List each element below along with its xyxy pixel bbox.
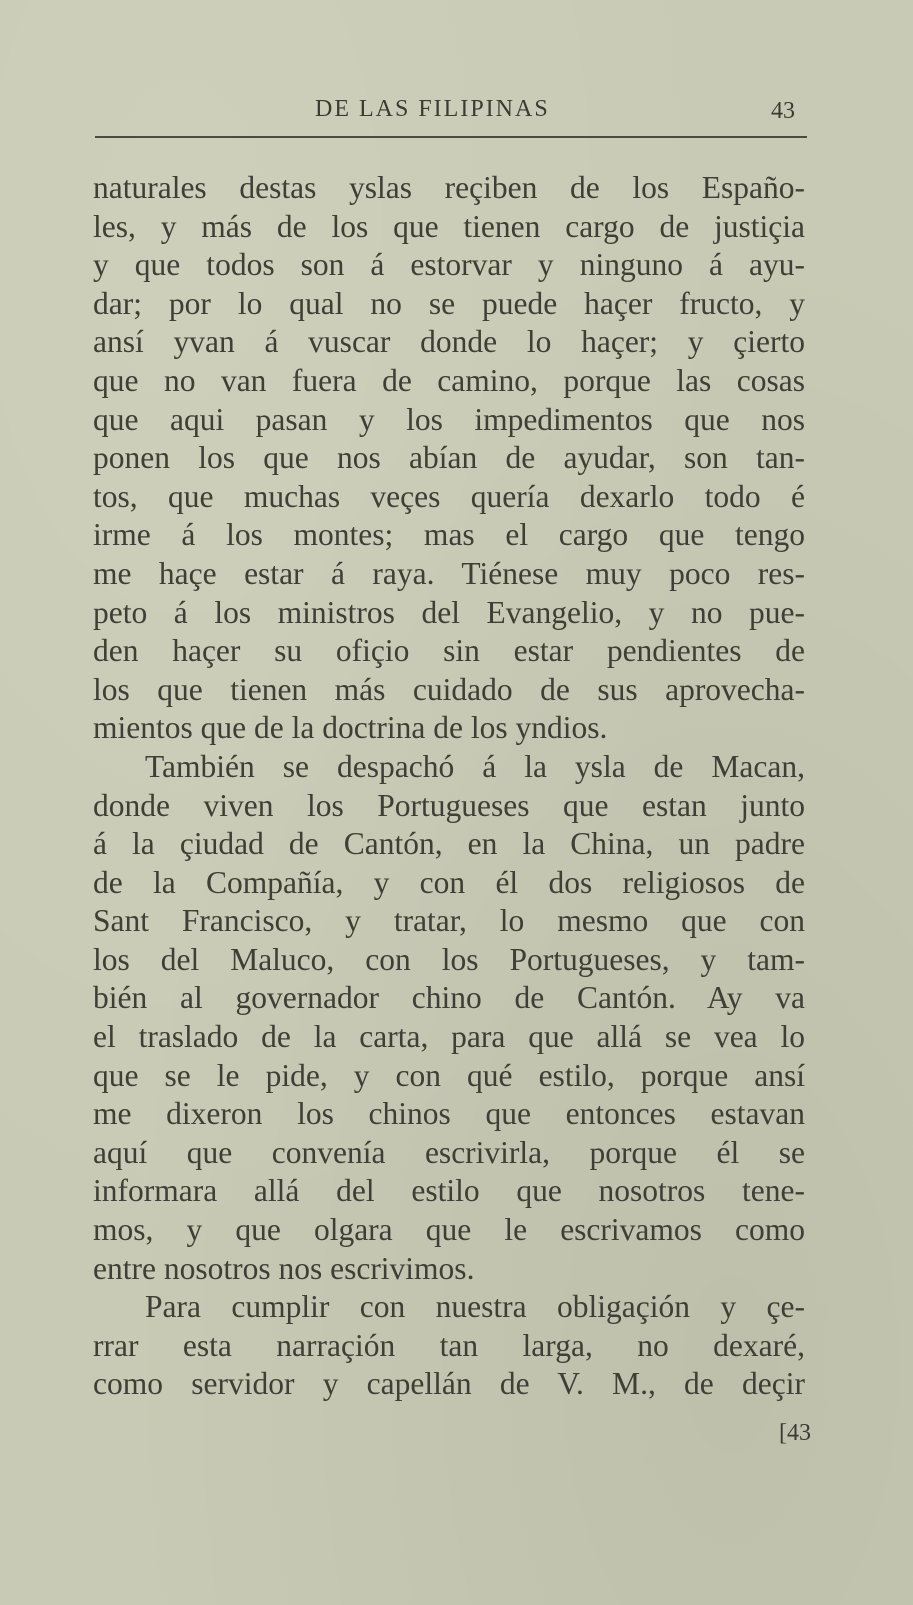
text-line: donde viven los Portugueses que estan junto: [93, 787, 805, 823]
text-line: aquí que convenía escrivirla, porque él se: [93, 1134, 805, 1170]
text-line: á la çiudad de Cantón, en la China, un padre: [93, 826, 805, 862]
header-rule: [95, 136, 807, 138]
text-line: me dixeron los chinos que entonces estavan: [93, 1096, 805, 1132]
text-line: como servidor y capellán de V. M., de deçir: [93, 1366, 805, 1402]
running-head: [95, 96, 807, 126]
text-line: el traslado de la carta, para que allá se vea lo: [93, 1019, 805, 1055]
page-number: 43: [771, 98, 795, 124]
text-line: mos, y que olgara que le escrivamos como: [93, 1212, 805, 1248]
body-text: [93, 169, 805, 1404]
text-line: que se le pide, y con qué estilo, porque ansí: [93, 1057, 805, 1093]
text-line: ansí yvan á vuscar donde lo haçer; y çierto: [93, 324, 805, 360]
text-line: ponen los que nos abían de ayudar, son tan-: [93, 440, 805, 476]
text-line: naturales destas yslas reçiben de los Españo-: [93, 170, 805, 205]
text-line: rrar esta narraçión tan larga, no dexaré,: [93, 1327, 805, 1363]
text-line: Sant Francisco, y tratar, lo mesmo que con: [93, 903, 805, 939]
text-line: les, y más de los que tienen cargo de justiçia: [93, 208, 805, 244]
text-line: los del Maluco, con los Portugueses, y tam-: [93, 941, 805, 977]
text-line: de la Compañía, y con él dos religiosos de: [93, 864, 805, 900]
text-line: y que todos son á estorvar y ninguno á ayu-: [93, 247, 805, 283]
text-line: peto á los ministros del Evangelio, y no pue-: [93, 594, 805, 630]
text-line: den haçer su ofiçio sin estar pendientes de: [93, 633, 805, 669]
text-line: que no van fuera de camino, porque las cosas: [93, 362, 805, 398]
text-line: que aqui pasan y los impedimentos que nos: [93, 401, 805, 437]
text-line: También se despachó á la ysla de Macan,: [145, 748, 805, 784]
text-line: entre nosotros nos escrivimos.: [93, 1250, 475, 1286]
text-line: mientos que de la doctrina de los yndios.: [93, 710, 608, 746]
signature-mark: [43: [779, 1420, 811, 1446]
text-line: informara allá del estilo que nosotros tene-: [93, 1173, 805, 1209]
text-line: dar; por lo qual no se puede haçer fructo, y: [93, 285, 805, 321]
text-line: bién al governador chino de Cantón. Ay va: [93, 980, 805, 1016]
text-line: me haçe estar á raya. Tiénese muy poco res-: [93, 555, 805, 591]
text-line: irme á los montes; mas el cargo que tengo: [93, 517, 805, 553]
text-line: Para cumplir con nuestra obligaçión y çe-: [145, 1289, 805, 1325]
running-title: DE LAS FILIPINAS: [315, 96, 550, 122]
text-line: tos, que muchas veçes quería dexarlo todo é: [93, 478, 805, 514]
text-line: los que tienen más cuidado de sus aprovecha-: [93, 671, 805, 707]
